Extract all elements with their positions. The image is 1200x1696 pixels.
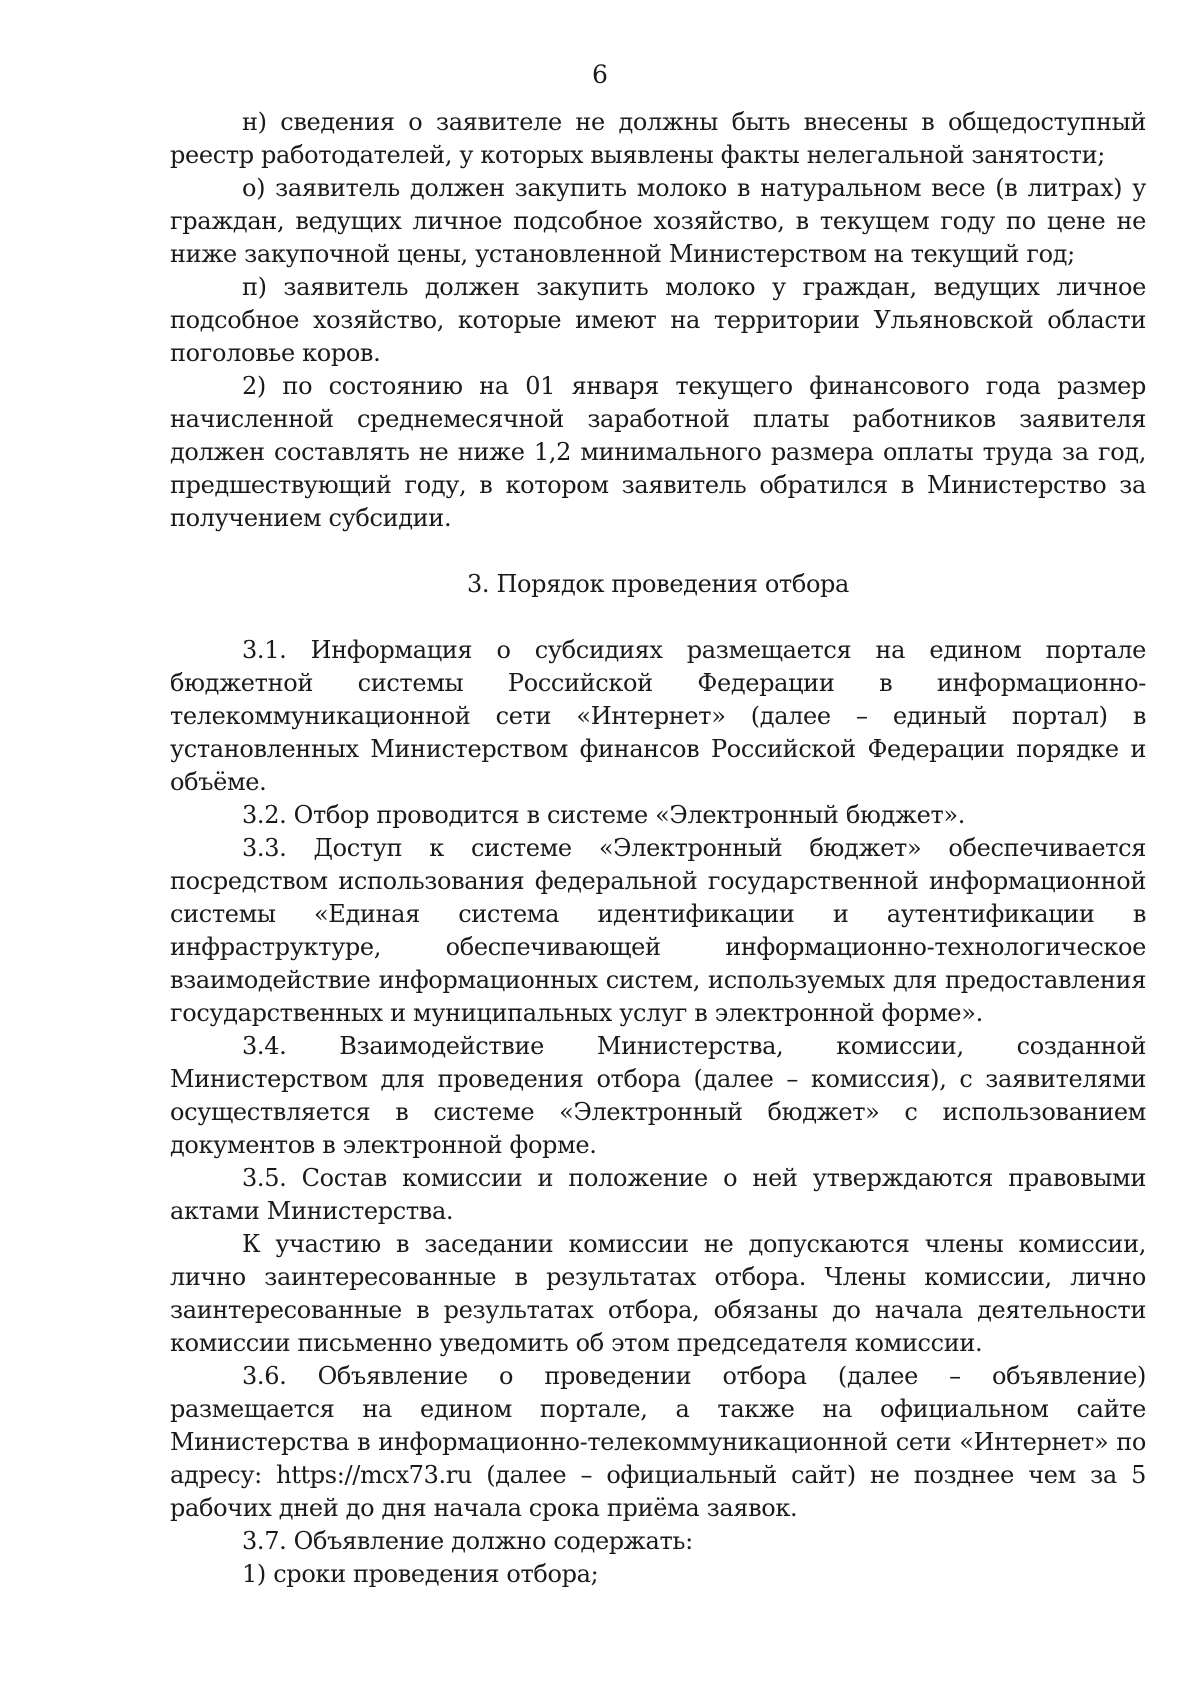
paragraph-commission-members: К участию в заседании комиссии не допускаются члены комиссии, лично заинтересованные в результатах отбора. Члены комиссии, лично заинтересованные в результатах отбора, обязаны до начала деятельности комиссии письменно уведомить об этом председателя комиссии.: [170, 1230, 1146, 1357]
paragraph-3-2: 3.2. Отбор проводится в системе «Электронный бюджет».: [242, 801, 966, 829]
section-heading: 3. Порядок проведения отбора: [466, 570, 850, 598]
list-item-1: 1) сроки проведения отбора;: [242, 1560, 599, 1588]
paragraph-n: н) сведения о заявителе не должны быть внесены в общедоступный реестр работодателей, у которых выявлены факты нелегальной занятости;: [170, 108, 1146, 169]
paragraph-3-4: 3.4. Взаимодействие Министерства, комиссии, созданной Министерством для проведения отбора (далее – комиссия), с заявителями осуществляется в системе «Электронный бюджет» с использованием документов в электронной форме.: [170, 1032, 1146, 1159]
document-body: [170, 106, 1146, 1591]
paragraph-3-6: 3.6. Объявление о проведении отбора (далее – объявление) размещается на едином портале, а также на официальном сайте Министерства в информационно-телекоммуникационной сети «Интернет» по адресу: https://mcx73.ru (далее – официальный сайт) не позднее чем за 5 рабочих дней до дня начала срока приёма заявок.: [170, 1362, 1146, 1522]
page-number: 6: [592, 60, 608, 89]
paragraph-3-5: 3.5. Состав комиссии и положение о ней утверждаются правовыми актами Министерства.: [170, 1164, 1146, 1225]
paragraph-p: п) заявитель должен закупить молоко у граждан, ведущих личное подсобное хозяйство, которые имеют на территории Ульяновской области поголовье коров.: [170, 273, 1146, 367]
paragraph-3-1: 3.1. Информация о субсидиях размещается на едином портале бюджетной системы Российской Федерации в информационно-телекоммуникационной сети «Интернет» (далее – единый портал) в установленных Министерством финансов Российской Федерации порядке и объёме.: [170, 636, 1146, 796]
paragraph-2: 2) по состоянию на 01 января текущего финансового года размер начисленной среднемесячной заработной платы работников заявителя должен составлять не ниже 1,2 минимального размера оплаты труда за год, предшествующий году, в котором заявитель обратился в Министерство за получением субсидии.: [170, 372, 1146, 532]
paragraph-3-3: 3.3. Доступ к системе «Электронный бюджет» обеспечивается посредством использования федеральной государственной информационной системы «Единая система идентификации и аутентификации в инфраструктуре, обеспечивающей информационно-технологическое взаимодействие информационных систем, используемых для предоставления государственных и муниципальных услуг в электронной форме».: [170, 834, 1146, 1027]
paragraph-3-7: 3.7. Объявление должно содержать:: [242, 1527, 693, 1555]
paragraph-o: о) заявитель должен закупить молоко в натуральном весе (в литрах) у граждан, ведущих личное подсобное хозяйство, в текущем году по цене не ниже закупочной цены, установленной Министерством на текущий год;: [170, 174, 1146, 268]
